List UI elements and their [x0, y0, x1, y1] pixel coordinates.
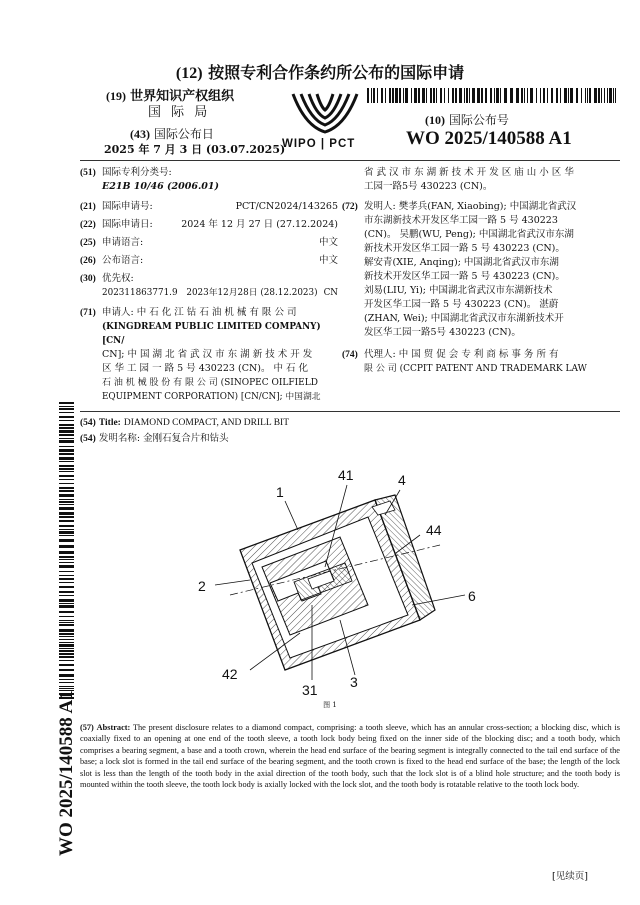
figure-label: 3 — [350, 674, 358, 690]
applicant-line: 区 华 工 园 一 路 5 号 430223 (CN)。 中 石 化 — [102, 363, 309, 374]
field-71-number: (71) — [80, 308, 96, 318]
title-en-label: Title: — [98, 418, 121, 428]
field-21-label: 国际申请号: — [102, 201, 153, 212]
priority-country: CN — [323, 288, 338, 298]
figure-label: 42 — [222, 666, 238, 682]
pubno-number: (10) — [425, 113, 445, 127]
logo-text: WIPO | PCT — [282, 138, 356, 150]
applicant-line: (KINGDREAM PUBLIC LIMITED COMPANY) [CN/ — [102, 322, 321, 346]
field-51-number: (51) — [80, 168, 96, 178]
inventor-line: 发明人: 樊孝兵(FAN, Xiaobing); 中国湖北省武汉 — [364, 201, 577, 212]
figure-label: 44 — [426, 522, 442, 538]
field-22-value: 2024 年 12 月 27 日 (27.12.2024) — [181, 219, 338, 230]
priority-number: 202311863771.9 — [102, 288, 178, 298]
field-71 — [80, 306, 338, 404]
field-30-priority — [80, 286, 338, 300]
agent-line: 限 公 司 (CCPIT PATENT AND TRADEMARK LAW — [364, 364, 587, 374]
title-en-value: DIAMOND COMPACT, AND DRILL BIT — [123, 418, 290, 428]
field-30-number: (30) — [80, 274, 96, 284]
inventor-line: (CN)。 吴鹏(WU, Peng); 中国湖北省武汉市东湖 — [364, 229, 574, 240]
top-barcode — [367, 88, 616, 103]
field-30 — [80, 272, 338, 286]
agent-line: 代理人: 中 国 贸 促 会 专 利 商 标 事 务 所 有 — [364, 349, 559, 360]
title-en-number: (54) — [80, 418, 96, 428]
title-block — [80, 415, 620, 447]
pubdate-label-row — [130, 125, 214, 142]
field-22-number: (22) — [80, 220, 96, 230]
document-type-title — [0, 60, 640, 83]
field-21-number: (21) — [80, 202, 96, 212]
pubno-label: 国际公布号 — [448, 113, 509, 127]
field-72-number: (72) — [342, 202, 358, 212]
diamond-compact-drawing — [190, 455, 490, 710]
inventor-line: 开发区华工园一路 5 号 430223 (CN)。 湛蔚 — [364, 299, 559, 310]
pubdate-value: 2025 年 7 月 3 日 (03.07.2025) — [104, 143, 286, 156]
org-bureau: 国 际 局 — [148, 105, 211, 120]
figure-label: 4 — [398, 472, 406, 488]
inventor-line: 刘易(LIU, Yi); 中国湖北省武汉市东湖新技术 — [364, 285, 553, 296]
abstract-text: The present disclosure relates to a diamond compact, comprising: a tooth sleeve, which has an annular cross-section; a blocking disc, which is coaxially fixed to an opening at one end of the tooth sleeve, a tooth lock body being fixed on the inner side of the blocking disc; and a tooth body, which comprises a bearing segment, a base and a tooth crown, wherein the head end surface of the bearing segment is integrally connected to the tail end surface of the base; a lock slot is formed in the tail end surface of the bearing segment, and the tooth crown is fixed to the head end surface of the base; the length of the lock slot is less than the length of the tooth body in the axial direction of the tooth body, such that the lock slot is of a blind hole structure; and the tooth body is mounted within the tooth sleeve, the tooth lock body is axially locked with the lock slot, and the tooth body is rotatable relative to the tooth lock body. — [80, 723, 621, 790]
title-en — [80, 415, 620, 431]
applicant-cont-line: 省 武 汉 市 东 湖 新 技 术 开 发 区 庙 山 小 区 华 — [364, 167, 574, 178]
org-name: 世界知识产权组织 — [130, 89, 235, 104]
field-74-number: (74) — [342, 350, 358, 360]
title-zh-number: (54) — [80, 434, 96, 444]
barcode-bar — [615, 88, 616, 103]
field-25-value: 中文 — [318, 237, 338, 248]
abstract-block — [80, 722, 620, 790]
side-pub-number: WO 2025/140588 A1 — [56, 690, 77, 856]
wipo-logo — [285, 88, 365, 140]
abstract-number: (57) — [80, 723, 94, 732]
pubno-label-row — [425, 111, 509, 128]
inventor-line: 解安青(XIE, Anqing); 中国湖北省武汉市东湖 — [364, 257, 559, 268]
title-text: 按照专利合作条约所公布的国际申请 — [208, 63, 465, 82]
pubdate-number: (43) — [130, 127, 150, 141]
figure-label: 41 — [338, 467, 354, 483]
applicant-cont-line: 工园一路5号 430223 (CN)。 — [364, 181, 493, 192]
inventor-line: 市东湖新技术开发区华工园一路 5 号 430223 — [364, 215, 558, 226]
field-25-label: 申请语言: — [102, 237, 144, 248]
header-divider — [80, 160, 620, 161]
continued-note: [见续页] — [552, 871, 588, 882]
field-72 — [342, 200, 622, 340]
applicant-line: 石 油 机 械 股 份 有 限 公 司 (SINOPEC OILFIELD — [102, 378, 318, 388]
title-number: (12) — [175, 65, 203, 82]
inventor-line: 发区华工园一路5号 430223 (CN)。 — [364, 327, 521, 338]
field-51-value: E21B 10/46 (2006.01) — [102, 181, 219, 192]
pubno-value: WO 2025/140588 A1 — [406, 128, 572, 149]
figure-label: 1 — [276, 484, 284, 500]
applicant-line: EQUIPMENT CORPORATION) [CN/CN]; 中国湖北 — [102, 392, 321, 402]
wipo-logo-icon — [285, 88, 365, 140]
biblio-right — [342, 166, 622, 376]
inventor-line: 新技术开发区华工园一路 5 号 430223 (CN)。 — [364, 243, 565, 254]
field-26 — [80, 254, 338, 268]
title-zh-value: 金刚石复合片和钻头 — [143, 433, 229, 444]
field-22 — [80, 218, 338, 232]
field-26-number: (26) — [80, 256, 96, 266]
applicant-block — [102, 306, 338, 404]
inventor-line: 新技术开发区华工园一路 5 号 430223 (CN)。 — [364, 271, 565, 282]
abstract-label: Abstract: — [96, 723, 131, 732]
field-22-label: 国际申请日: — [102, 219, 153, 230]
pubdate-label: 国际公布日 — [153, 127, 214, 141]
figure-drawing — [190, 455, 490, 710]
field-25-number: (25) — [80, 238, 96, 248]
figure-label: 6 — [468, 588, 476, 604]
title-zh — [80, 431, 620, 447]
biblio-left — [80, 166, 338, 404]
title-divider — [80, 411, 620, 412]
field-25 — [80, 236, 338, 250]
field-21 — [80, 200, 338, 214]
figure-caption: 图 1 — [323, 701, 337, 709]
field-21-value: PCT/CN2024/143265 — [235, 201, 338, 212]
field-74 — [342, 348, 622, 376]
applicant-line: CN]; 中 国 湖 北 省 武 汉 市 东 湖 新 技 术 开 发 — [102, 349, 313, 360]
inventor-line: (ZHAN, Wei); 中国湖北省武汉市东湖新技术开 — [364, 313, 564, 324]
side-barcode — [59, 402, 74, 702]
inventor-block — [364, 200, 576, 340]
figure-label: 31 — [302, 682, 318, 698]
field-51 — [80, 166, 338, 180]
field-26-label: 公布语言: — [102, 255, 144, 266]
field-26-value: 中文 — [318, 255, 338, 266]
agent-block — [364, 348, 587, 376]
applicant-line: 申请人: 中 石 化 江 钻 石 油 机 械 有 限 公 司 — [102, 307, 297, 318]
priority-date: 2023年12月28日 (28.12.2023) — [186, 288, 318, 298]
figure-label: 2 — [198, 578, 206, 594]
org-number: (19) — [106, 89, 126, 103]
field-30-label: 优先权: — [102, 273, 134, 284]
applicant-continued — [342, 166, 622, 194]
title-zh-label: 发明名称: — [98, 433, 141, 444]
field-51-label: 国际专利分类号: — [102, 167, 172, 178]
